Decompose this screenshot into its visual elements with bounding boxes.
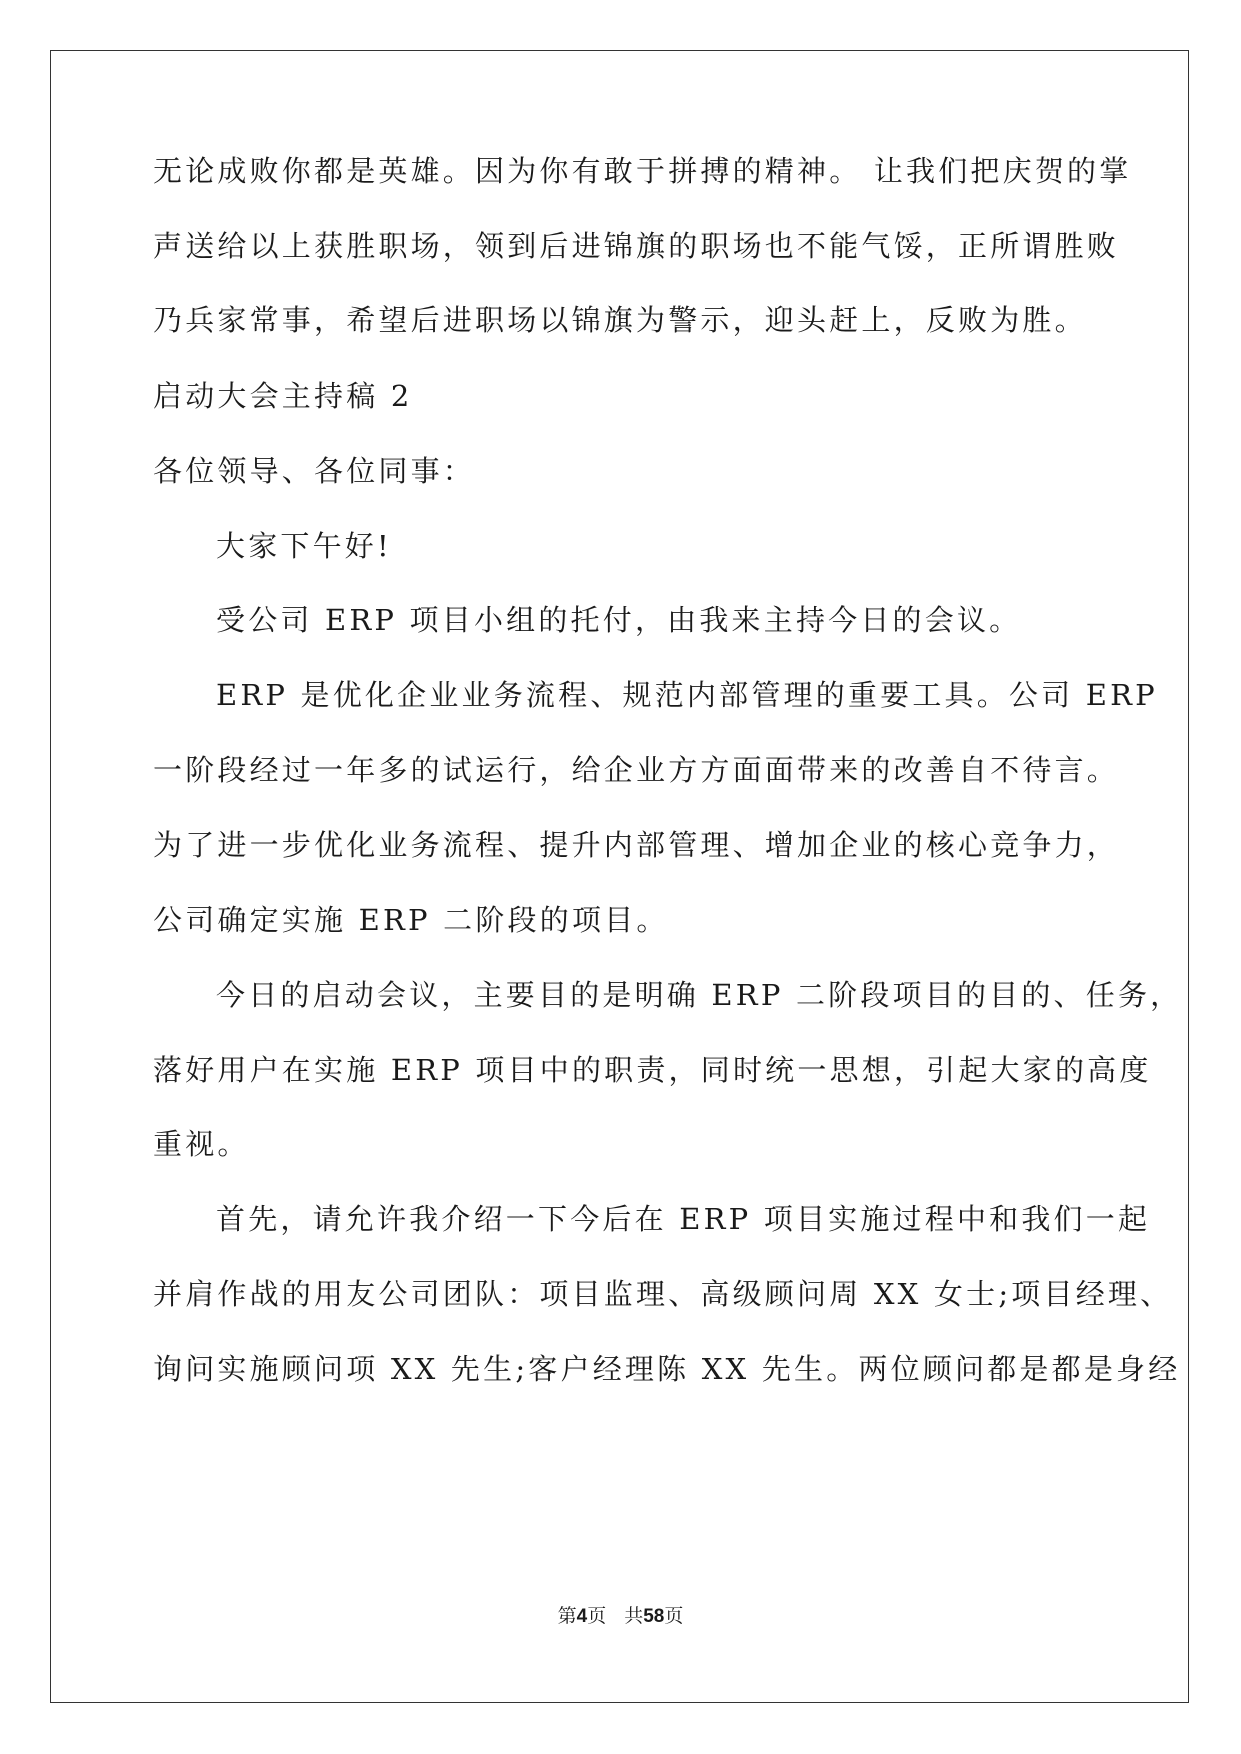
page-suffix: 页 (587, 1605, 607, 1627)
body-text-line: 首先，请允许我介绍一下今后在 ERP 项目实施过程中和我们一起 (216, 1202, 1151, 1236)
body-text-line: 声送给以上获胜职场，领到后进锦旗的职场也不能气馁，正所谓胜败 (153, 229, 1120, 263)
body-text-line: 为了进一步优化业务流程、提升内部管理、增加企业的核心竞争力， (153, 828, 1120, 862)
body-text-line: 一阶段经过一年多的试运行，给企业方方面面带来的改善自不待言。 (153, 753, 1120, 787)
body-text-line: 乃兵家常事，希望后进职场以锦旗为警示，迎头赶上，反败为胜。 (153, 303, 1087, 337)
page-prefix: 第 (557, 1605, 577, 1627)
body-text-line: 落好用户在实施 ERP 项目中的职责，同时统一思想，引起大家的高度 (153, 1053, 1152, 1087)
page-footer (0, 1601, 1241, 1628)
section-heading: 启动大会主持稿 2 (153, 379, 413, 413)
total-prefix: 共 (624, 1605, 644, 1627)
body-text-line: 并肩作战的用友公司团队：项目监理、高级顾问周 XX 女士;项目经理、 (153, 1277, 1173, 1311)
page-border (50, 50, 1189, 1703)
total-suffix: 页 (664, 1605, 684, 1627)
total-pages: 58 (643, 1606, 665, 1627)
body-text-line: 公司确定实施 ERP 二阶段的项目。 (153, 903, 669, 937)
page-number: 4 (576, 1606, 588, 1627)
body-text-line: 无论成败你都是英雄。因为你有敢于拼搏的精神。 让我们把庆贺的掌 (153, 154, 1132, 188)
body-text-line: 重视。 (153, 1127, 250, 1161)
body-text-line: 受公司 ERP 项目小组的托付，由我来主持今日的会议。 (216, 603, 1022, 637)
body-text-line: ERP 是优化企业业务流程、规范内部管理的重要工具。公司 ERP (216, 678, 1158, 712)
body-text-line: 今日的启动会议，主要目的是明确 ERP 二阶段项目的目的、任务， (216, 978, 1183, 1012)
salutation: 各位领导、各位同事： (153, 454, 476, 488)
greeting: 大家下午好! (216, 529, 392, 563)
body-text-line: 询问实施顾问项 XX 先生;客户经理陈 XX 先生。两位顾问都是都是身经 (153, 1352, 1181, 1386)
